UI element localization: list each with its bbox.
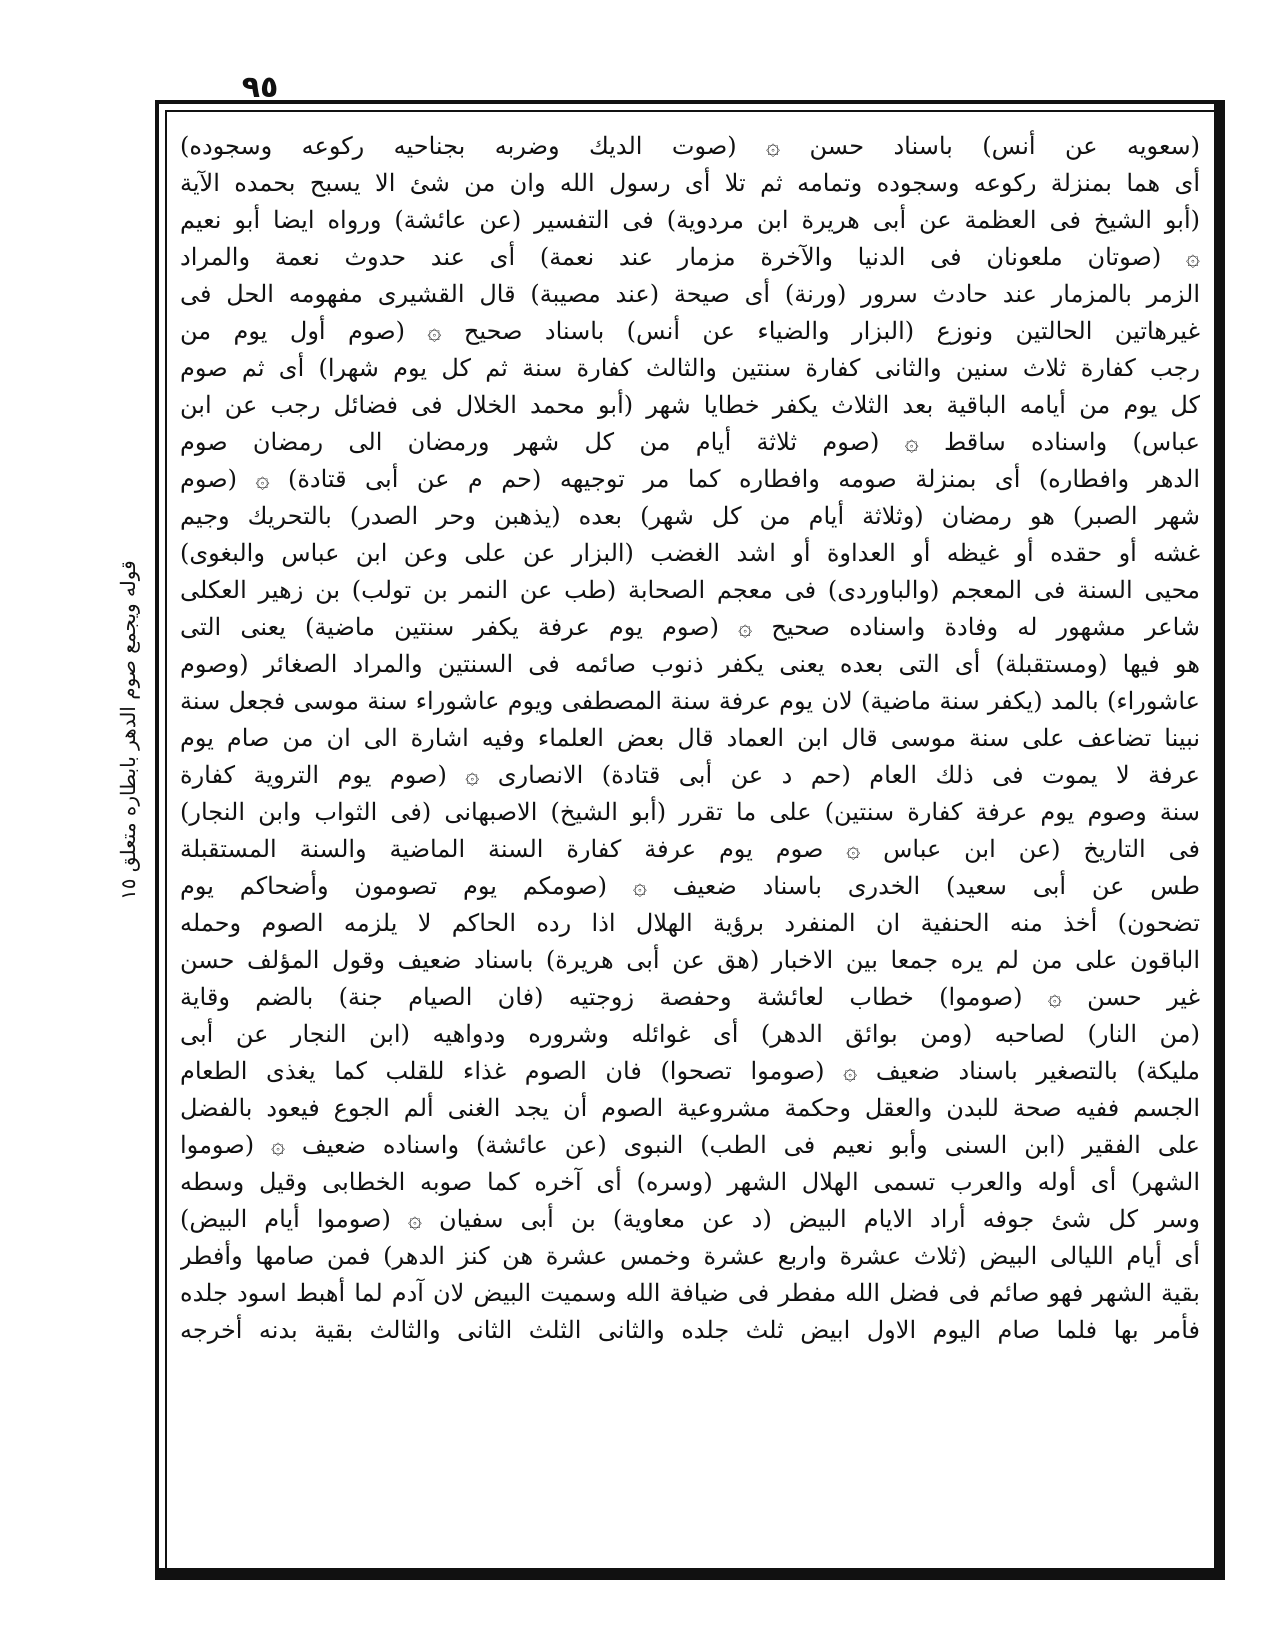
text-line: هو فيها (ومستقبلة) أى التى بعده يعنى يكفر ذنوب صائمه فى السنتين والمراد الصغائر (وصوم xyxy=(180,650,1200,678)
text-line: وسر كل شئ جوفه أراد الايام البيض (د عن معاوية) بن أبى سفيان ۞ (صوموا أيام البيض) xyxy=(180,1205,1200,1233)
text-line: على الفقير (ابن السنى وأبو نعيم فى الطب) النبوى (عن عائشة) واسناده ضعيف ۞ (صوموا xyxy=(180,1131,1200,1159)
text-line: ۞ (صوتان ملعونان فى الدنيا والآخرة مزمار عند نعمة) أى عند حدوث نعمة والمراد xyxy=(180,243,1200,271)
text-line: بقية الشهر فهو صائم فى فضل الله مفطر فى ضيافة الله وسميت البيض لان آدم لما أهبط اسود جلده xyxy=(180,1279,1200,1307)
main-text-block xyxy=(180,128,1200,1568)
text-line: عاشوراء) بالمد (يكفر سنة ماضية) لان يوم عرفة سنة المصطفى ويوم عاشوراء سنة موسى فجعل سنة xyxy=(180,687,1200,715)
text-line: تضحون) أخذ منه الحنفية ان المنفرد برؤية الهلال اذا رده الحاكم لا يلزمه الصوم وحمله xyxy=(180,909,1200,937)
text-line: محيى السنة فى المعجم (والباوردى) فى معجم الصحابة (طب عن النمر بن تولب) بن زهير العكلى xyxy=(180,576,1200,604)
text-line: طس عن أبى سعيد) الخدرى باسناد ضعيف ۞ (صومكم يوم تصومون وأضحاكم يوم xyxy=(180,872,1200,900)
text-line: أى هما بمنزلة ركوعه وسجوده وتمامه ثم تلا أى رسول الله وان من شئ الا يسبح بحمده الآية xyxy=(180,169,1200,197)
frame-bottom-edge xyxy=(155,1568,1225,1580)
text-line: كل يوم من أيامه الباقية بعد الثلاث يكفر خطايا شهر (أبو محمد الخلال فى فضائل رجب عن ابن xyxy=(180,391,1200,419)
text-line: (سعويه عن أنس) باسناد حسن ۞ (صوت الديك وضربه بجناحيه ركوعه وسجوده) xyxy=(180,132,1200,160)
margin-note: قوله ويجمع صوم الدهر بابطاره متعلق ١٥ xyxy=(116,560,140,900)
text-line: فى التاريخ (عن ابن عباس ۞ صوم يوم عرفة كفارة السنة الماضية والسنة المستقبلة xyxy=(180,835,1200,863)
text-line: مليكة) بالتصغير باسناد ضعيف ۞ (صوموا تصحوا) فان الصوم غذاء للقلب كما يغذى الطعام xyxy=(180,1057,1200,1085)
text-line: عباس) واسناده ساقط ۞ (صوم ثلاثة أيام من كل شهر ورمضان الى رمضان صوم xyxy=(180,428,1200,456)
text-line: الباقون على من لم يره جمعا بين الاخبار (هق عن أبى هريرة) باسناد ضعيف وقول المؤلف حسن xyxy=(180,946,1200,974)
text-line: رجب كفارة ثلاث سنين والثانى كفارة سنتين والثالث كفارة سنة ثم كل يوم شهرا) أى ثم صوم xyxy=(180,354,1200,382)
text-line: الجسم ففيه صحة للبدن والعقل وحكمة مشروعية الصوم أن يجد الغنى ألم الجوع فيعود بالفضل xyxy=(180,1094,1200,1122)
text-line: (من النار) لصاحبه (ومن بوائق الدهر) أى غوائله وشروره ودواهيه (ابن النجار عن أبى xyxy=(180,1020,1200,1048)
text-line: غيرهاتين الحالتين ونوزع (البزار والضياء عن أنس) باسناد صحيح ۞ (صوم أول يوم من xyxy=(180,317,1200,345)
text-line: أى أيام الليالى البيض (ثلاث عشرة واربع عشرة وخمس عشرة هن كنز الدهر) فمن صامها وأفطر xyxy=(180,1242,1200,1270)
text-line: سنة وصوم يوم عرفة كفارة سنتين) على ما تقرر (أبو الشيخ) الاصبهانى (فى الثواب وابن النجار) xyxy=(180,798,1200,826)
text-line: الدهر وافطاره) أى بمنزلة صومه وافطاره كما مر توجيهه (حم م عن أبى قتادة) ۞ (صوم xyxy=(180,465,1200,493)
page-number: ٩٥ xyxy=(241,70,279,105)
text-line: فأمر بها فلما صام اليوم الاول ابيض ثلث جلده والثانى الثلث الثانى والثالث بقية بدنه أخرجه xyxy=(180,1316,1200,1344)
text-line: شهر الصبر) هو رمضان (وثلاثة أيام من كل شهر) بعده (يذهبن وحر الصدر) بالتحريك وجيم xyxy=(180,502,1200,530)
text-line: الشهر) أى أوله والعرب تسمى الهلال الشهر (وسره) أى آخره كما صوبه الخطابى وقيل وسطه xyxy=(180,1168,1200,1196)
text-line: الزمر بالمزمار عند حادث سرور (ورنة) أى صيحة (عند مصيبة) قال القشيرى مفهومه الحل فى xyxy=(180,280,1200,308)
text-line: غشه أو حقده أو غيظه أو العداوة أو اشد الغضب (البزار عن على وعن ابن عباس والبغوى) xyxy=(180,539,1200,567)
text-line: نبينا تضاعف على سنة موسى قال ابن العماد قال بعض العلماء وفيه اشارة الى ان من صام يوم xyxy=(180,724,1200,752)
text-line: (أبو الشيخ فى العظمة عن أبى هريرة ابن مردوية) فى التفسير (عن عائشة) ورواه ايضا أبو نعيم xyxy=(180,206,1200,234)
text-line: عرفة لا يموت فى ذلك العام (حم د عن أبى قتادة) الانصارى ۞ (صوم يوم التروية كفارة xyxy=(180,761,1200,789)
text-line: شاعر مشهور له وفادة واسناده صحيح ۞ (صوم يوم عرفة يكفر سنتين ماضية) يعنى التى xyxy=(180,613,1200,641)
text-line: غير حسن ۞ (صوموا) خطاب لعائشة وحفصة زوجتيه (فان الصيام جنة) بالضم وقاية xyxy=(180,983,1200,1011)
frame-right-edge xyxy=(1214,100,1225,1580)
